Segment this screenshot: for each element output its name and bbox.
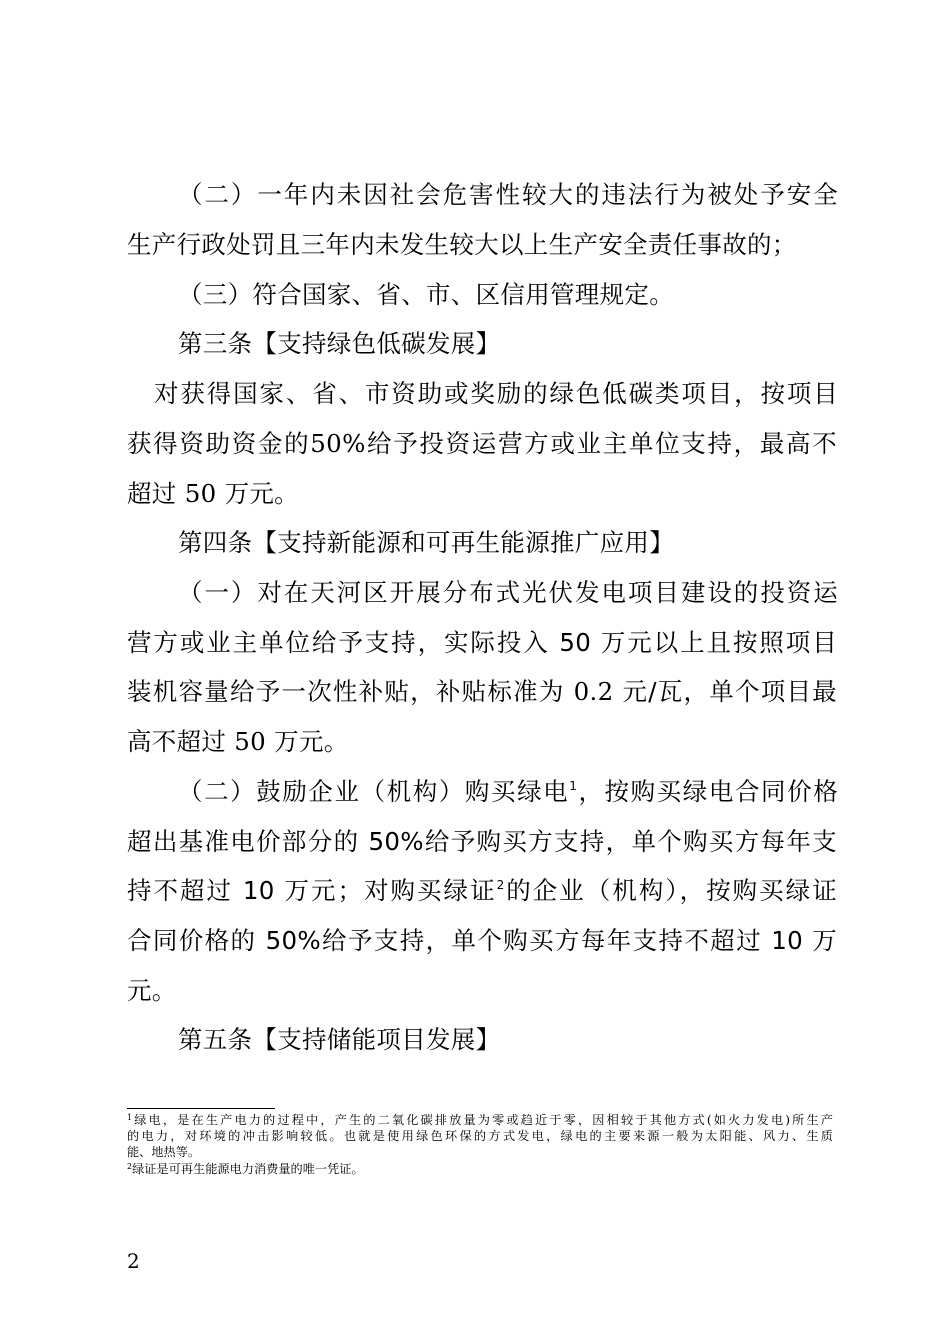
text-run: 超过: [127, 479, 177, 508]
paragraph-line: [127, 874, 837, 908]
paragraph-line: 元。: [127, 976, 177, 1005]
footnote-1-line: [127, 1112, 833, 1128]
footnote-ref-1[interactable]: 1: [569, 779, 578, 793]
paragraph-line: [127, 725, 837, 759]
paragraph-line: 合同价格的 50%给予支持，单个购买方每年支持不超过 10 万: [127, 926, 837, 955]
text-run: 万元。: [274, 727, 349, 756]
text-run: 持不超过 10 万元；对购买绿证: [127, 876, 497, 905]
paragraph-line: （二）一年内未因社会危害性较大的违法行为被处予安全: [178, 180, 838, 209]
paragraph-line: 生产行政处罚且三年内未发生较大以上生产安全责任事故的；: [127, 230, 797, 259]
footnote-2-line: [127, 1161, 833, 1177]
footnote-mark-1: 1: [127, 1113, 133, 1122]
footnote-separator: [127, 1108, 275, 1109]
paragraph-line: （三）符合国家、省、市、区信用管理规定。: [178, 280, 674, 309]
text-run: 万元。: [224, 479, 299, 508]
article-heading-5: 第五条【支持储能项目发展】: [178, 1025, 501, 1054]
paragraph-line: [127, 427, 837, 461]
article-heading-4: 第四条【支持新能源和可再生能源推广应用】: [178, 528, 674, 557]
text-run: 高不超过: [127, 727, 227, 756]
footnote-text: 绿证是可再生能源电力消费量的唯一凭证。: [132, 1162, 364, 1176]
number-run: 50%: [310, 429, 366, 458]
text-run: 的企业（机构），按购买绿证: [504, 876, 837, 905]
paragraph-line: [127, 477, 837, 511]
number-run: 50: [184, 479, 217, 508]
text-run: （二）鼓励企业（机构）购买绿电: [178, 777, 570, 806]
article-heading-3: 第三条【支持绿色低碳发展】: [178, 329, 501, 358]
footnote-mark-2: 2: [127, 1162, 133, 1171]
footnote-1-line: 的电力，对环境的冲击影响较低。也就是使用绿色环保的方式发电，绿电的主要来源一般为太阳能、风力、生质: [127, 1129, 833, 1143]
text-run: 获得资助资金的: [127, 429, 311, 458]
text-run: 元/瓦，单个项目最: [622, 677, 837, 706]
paragraph-line: 对获得国家、省、市资助或奖励的绿色低碳类项目，按项目: [154, 379, 838, 408]
paragraph-line: [127, 675, 837, 709]
text-run: 装机容量给予一次性补贴，补贴标准为: [127, 677, 565, 706]
number-run: 50: [234, 727, 267, 756]
text-run: 给予投资运营方或业主单位支持，最高不: [365, 429, 837, 458]
paragraph-line: 营方或业主单位给予支持，实际投入 50 万元以上且按照项目: [127, 628, 837, 657]
footnote-ref-2[interactable]: 2: [496, 878, 505, 892]
paragraph-line: 超出基准电价部分的 50%给予购买方支持，单个购买方每年支: [127, 827, 837, 856]
number-run: 0.2: [573, 677, 614, 706]
footnote-text: 绿电，是在生产电力的过程中，产生的二氧化碳排放量为零或趋近于零，因相较于其他方式(如火力发电)所生产: [132, 1113, 833, 1127]
footnote-1-line: 能、地热等。: [127, 1145, 201, 1159]
page-number: 2: [127, 1249, 140, 1273]
paragraph-line: （一）对在天河区开展分布式光伏发电项目建设的投资运: [178, 578, 838, 607]
text-run: ，按购买绿电合同价格: [577, 777, 839, 806]
paragraph-line: [178, 775, 838, 809]
